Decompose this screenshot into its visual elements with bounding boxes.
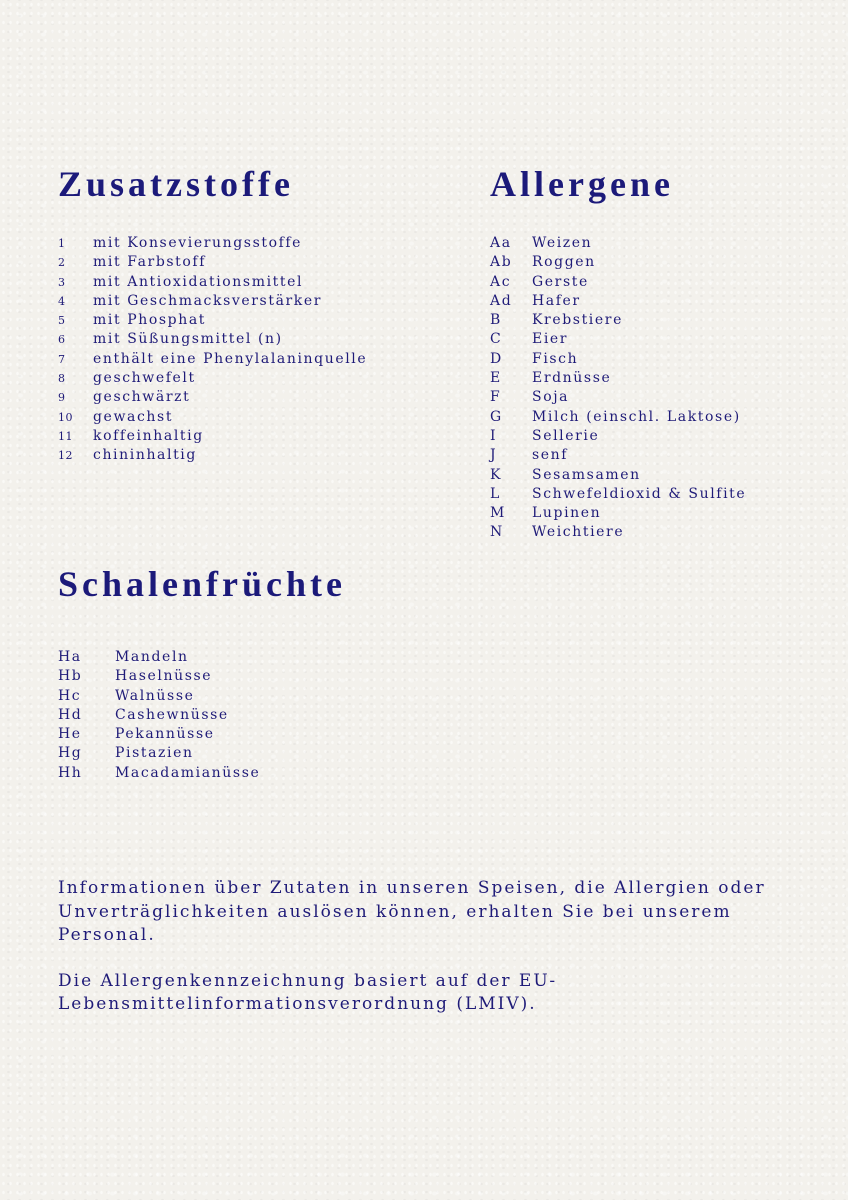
item-code: 6 xyxy=(58,333,66,347)
item-code: Hc xyxy=(58,687,82,704)
item-code: 7 xyxy=(58,352,66,366)
item-code: M xyxy=(490,505,506,522)
item-code: Ac xyxy=(490,273,512,290)
list-item xyxy=(58,667,346,686)
item-label: geschwärzt xyxy=(93,389,191,406)
item-label: Erdnüsse xyxy=(532,370,612,387)
item-label: mit Farbstoff xyxy=(93,254,206,271)
item-code: N xyxy=(490,524,504,541)
item-label: Lupinen xyxy=(532,505,602,522)
list-item xyxy=(490,408,746,427)
item-code: 8 xyxy=(58,372,66,386)
item-code: 12 xyxy=(58,449,73,463)
list-item xyxy=(58,764,346,783)
list-item xyxy=(58,687,346,706)
list-item xyxy=(58,725,346,744)
item-code: D xyxy=(490,350,503,367)
item-code: He xyxy=(58,726,82,743)
list-item xyxy=(490,369,746,388)
item-label: Walnüsse xyxy=(115,687,195,704)
item-code: L xyxy=(490,485,501,502)
item-label: Sellerie xyxy=(532,427,600,444)
item-code: B xyxy=(490,312,502,329)
list-item xyxy=(490,485,746,504)
allergene-list xyxy=(490,234,746,543)
item-code: Ab xyxy=(490,254,513,271)
item-label: gewachst xyxy=(93,408,174,425)
item-code: 10 xyxy=(58,410,73,424)
list-item xyxy=(490,466,746,485)
list-item xyxy=(58,706,346,725)
item-code: I xyxy=(490,427,498,444)
list-item xyxy=(490,388,746,407)
list-item xyxy=(58,744,346,763)
item-code: 3 xyxy=(58,275,66,289)
list-item xyxy=(58,427,367,446)
item-code: K xyxy=(490,466,503,483)
item-label: koffeinhaltig xyxy=(93,427,204,444)
schalenfruechte-heading: Schalenfrüchte xyxy=(58,564,346,604)
item-label: Weichtiere xyxy=(532,524,625,541)
list-item xyxy=(490,253,746,272)
list-item xyxy=(58,273,367,292)
item-label: Haselnüsse xyxy=(115,668,213,685)
list-item xyxy=(58,311,367,330)
list-item xyxy=(490,446,746,465)
item-label: geschwefelt xyxy=(93,370,196,387)
item-label: Weizen xyxy=(532,235,593,251)
list-item xyxy=(58,446,367,465)
item-label: Hafer xyxy=(532,292,581,309)
list-item xyxy=(58,408,367,427)
item-label: mit Geschmacksverstärker xyxy=(93,292,323,309)
zusatzstoffe-list xyxy=(58,234,367,466)
list-item xyxy=(490,273,746,292)
list-item xyxy=(58,388,367,407)
item-code: Hh xyxy=(58,764,83,781)
item-label: Pekannüsse xyxy=(115,726,215,743)
item-code: Hd xyxy=(58,706,83,723)
item-code: G xyxy=(490,408,503,425)
item-label: mit Süßungsmittel (n) xyxy=(93,331,283,348)
list-item xyxy=(490,234,746,253)
list-item xyxy=(490,504,746,523)
item-label: Cashewnüsse xyxy=(115,706,229,723)
item-code: Ad xyxy=(490,292,513,309)
item-label: Fisch xyxy=(532,350,579,367)
schalenfruechte-section xyxy=(58,564,346,783)
allergene-section xyxy=(490,164,746,543)
item-label: senf xyxy=(532,447,569,464)
info-paragraph-regulation: Die Allergenkennzeichnung basiert auf der EU-Lebensmittelinformationsverordnung (LMIV). xyxy=(58,970,558,1014)
allergene-heading: Allergene xyxy=(490,164,674,204)
item-label: enthält eine Phenylalaninquelle xyxy=(93,350,368,367)
item-code: Hb xyxy=(58,668,83,685)
item-label: Gerste xyxy=(532,273,589,290)
item-label: Macadamianüsse xyxy=(115,764,261,781)
item-label: Schwefeldioxid & Sulfite xyxy=(532,485,747,502)
zusatzstoffe-section xyxy=(58,164,367,466)
item-code: C xyxy=(490,331,503,348)
item-code: Hg xyxy=(58,745,83,762)
item-label: chininhaltig xyxy=(93,447,197,464)
item-code: Ha xyxy=(58,649,82,665)
list-item xyxy=(58,369,367,388)
schalenfruechte-list xyxy=(58,648,346,783)
item-code: 5 xyxy=(58,314,66,328)
item-label: mit Antioxidationsmittel xyxy=(93,273,304,290)
item-code: 11 xyxy=(58,429,73,443)
list-item xyxy=(490,350,746,369)
item-code: 1 xyxy=(58,237,66,250)
item-label: Soja xyxy=(532,389,570,406)
item-code: 2 xyxy=(58,256,66,270)
item-label: mit Konsevierungsstoffe xyxy=(93,235,303,251)
list-item xyxy=(58,330,367,349)
list-item xyxy=(490,427,746,446)
item-label: Pistazien xyxy=(115,745,194,762)
list-item xyxy=(490,311,746,330)
list-item xyxy=(58,234,367,253)
item-label: Sesamsamen xyxy=(532,466,641,483)
list-item xyxy=(58,292,367,311)
list-item xyxy=(58,350,367,369)
list-item xyxy=(58,648,346,667)
info-paragraph-staff: Informationen über Zutaten in unseren Speisen, die Allergien oder Unverträglichkeiten auslösen können, erhalten Sie bei unserem Personal. xyxy=(58,878,766,945)
item-code: E xyxy=(490,370,502,387)
item-code: F xyxy=(490,389,502,406)
list-item xyxy=(490,330,746,349)
list-item xyxy=(58,253,367,272)
item-code: 4 xyxy=(58,294,66,308)
list-item xyxy=(490,523,746,542)
list-item xyxy=(490,292,746,311)
item-label: Roggen xyxy=(532,254,596,271)
item-code: J xyxy=(490,447,498,464)
zusatzstoffe-heading: Zusatzstoffe xyxy=(58,164,294,204)
item-code: Aa xyxy=(490,235,512,251)
item-code: 9 xyxy=(58,391,66,405)
item-label: mit Phosphat xyxy=(93,312,207,329)
item-label: Eier xyxy=(532,331,569,348)
info-notice xyxy=(58,877,798,1039)
item-label: Mandeln xyxy=(115,649,189,665)
item-label: Krebstiere xyxy=(532,312,623,329)
item-label: Milch (einschl. Laktose) xyxy=(532,408,741,425)
